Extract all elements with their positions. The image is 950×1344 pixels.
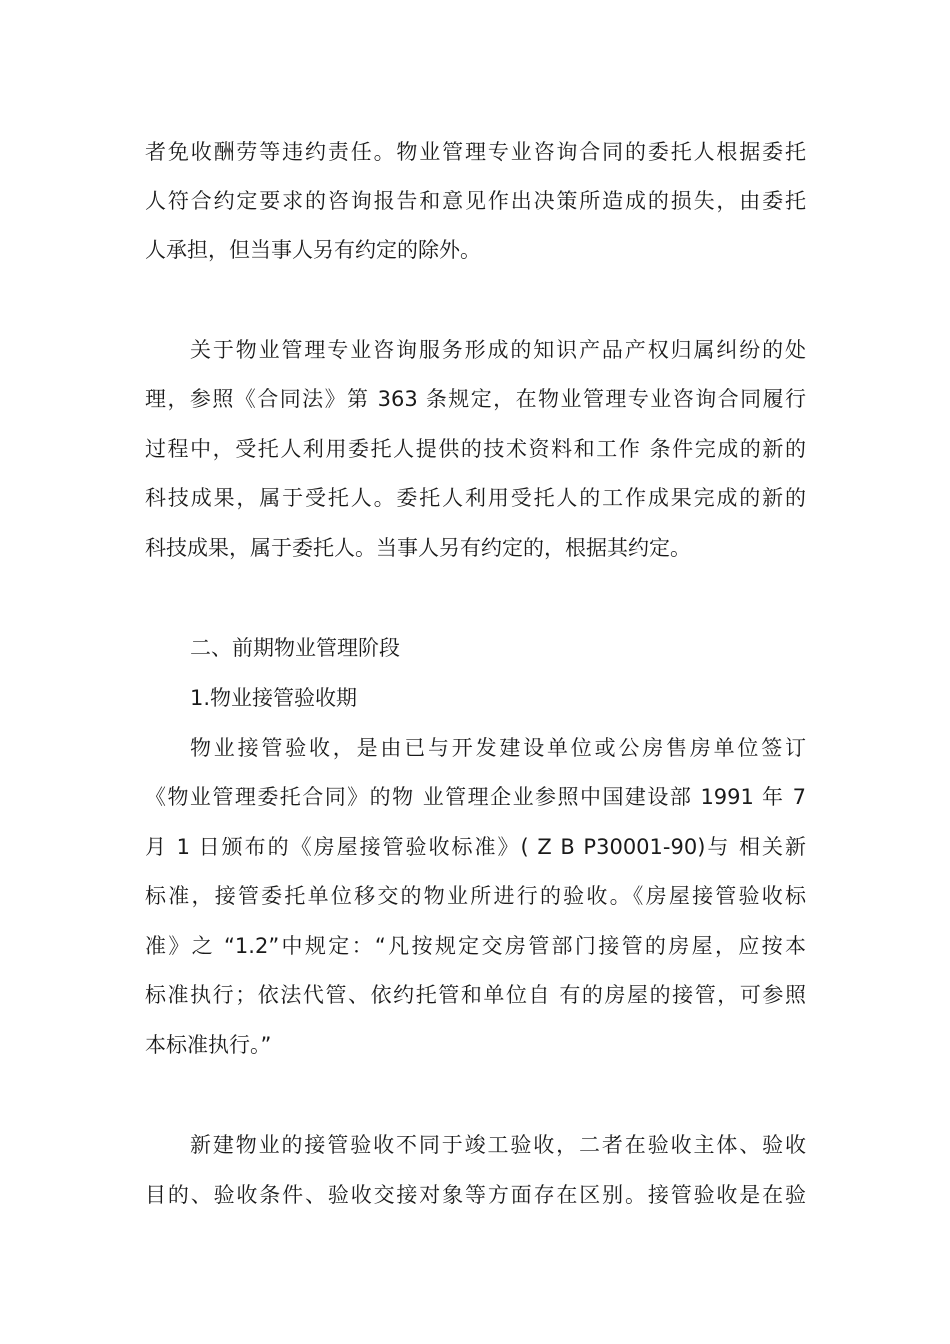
paragraph-1-line-3: 人承担，但当事人另有约定的除外。 — [145, 238, 481, 262]
paragraph-3-line-6: 标准执行；依法代管、依约托管和单位自 有的房屋的接管，可参照 — [145, 983, 806, 1007]
paragraph-2-line-3: 过程中，受托人利用委托人提供的技术资料和工作 条件完成的新的 — [145, 437, 806, 461]
paragraph-2-line-5: 科技成果，属于委托人。当事人另有约定的，根据其约定。 — [145, 536, 691, 560]
paragraph-2-line-4: 科技成果，属于受托人。委托人利用受托人的工作成果完成的新的 — [145, 486, 806, 510]
paragraph-3-line-2: 《物业管理委托合同》的物 业管理企业参照中国建设部 1991 年 7 — [145, 785, 806, 809]
section-heading: 二、前期物业管理阶段 — [190, 636, 400, 660]
subsection-heading: 1.物业接管验收期 — [190, 686, 358, 710]
paragraph-3-line-4: 标准，接管委托单位移交的物业所进行的验收。《房屋接管验收标 — [145, 884, 806, 908]
paragraph-3-line-3: 月 1 日颁布的《房屋接管验收标准》( Z B P30001-90)与 相关新 — [145, 835, 806, 859]
paragraph-1-line-1: 者免收酬劳等违约责任。物业管理专业咨询合同的委托人根据委托 — [145, 140, 806, 164]
paragraph-3-line-1: 物业接管验收，是由已与开发建设单位或公房售房单位签订 — [190, 736, 806, 760]
paragraph-2-line-2: 理，参照《合同法》第 363 条规定，在物业管理专业咨询合同履行 — [145, 387, 806, 411]
paragraph-4-line-1: 新建物业的接管验收不同于竣工验收，二者在验收主体、验收 — [190, 1133, 806, 1157]
paragraph-1-line-2: 人符合约定要求的咨询报告和意见作出决策所造成的损失，由委托 — [145, 189, 806, 213]
paragraph-2-line-1: 关于物业管理专业咨询服务形成的知识产品产权归属纠纷的处 — [190, 338, 806, 362]
paragraph-4-line-2: 目的、验收条件、验收交接对象等方面存在区别。接管验收是在验 — [145, 1183, 806, 1207]
paragraph-3-line-5: 准》之 “1.2”中规定：“凡按规定交房管部门接管的房屋，应按本 — [145, 934, 806, 958]
paragraph-3-line-7: 本标准执行。” — [145, 1033, 272, 1057]
